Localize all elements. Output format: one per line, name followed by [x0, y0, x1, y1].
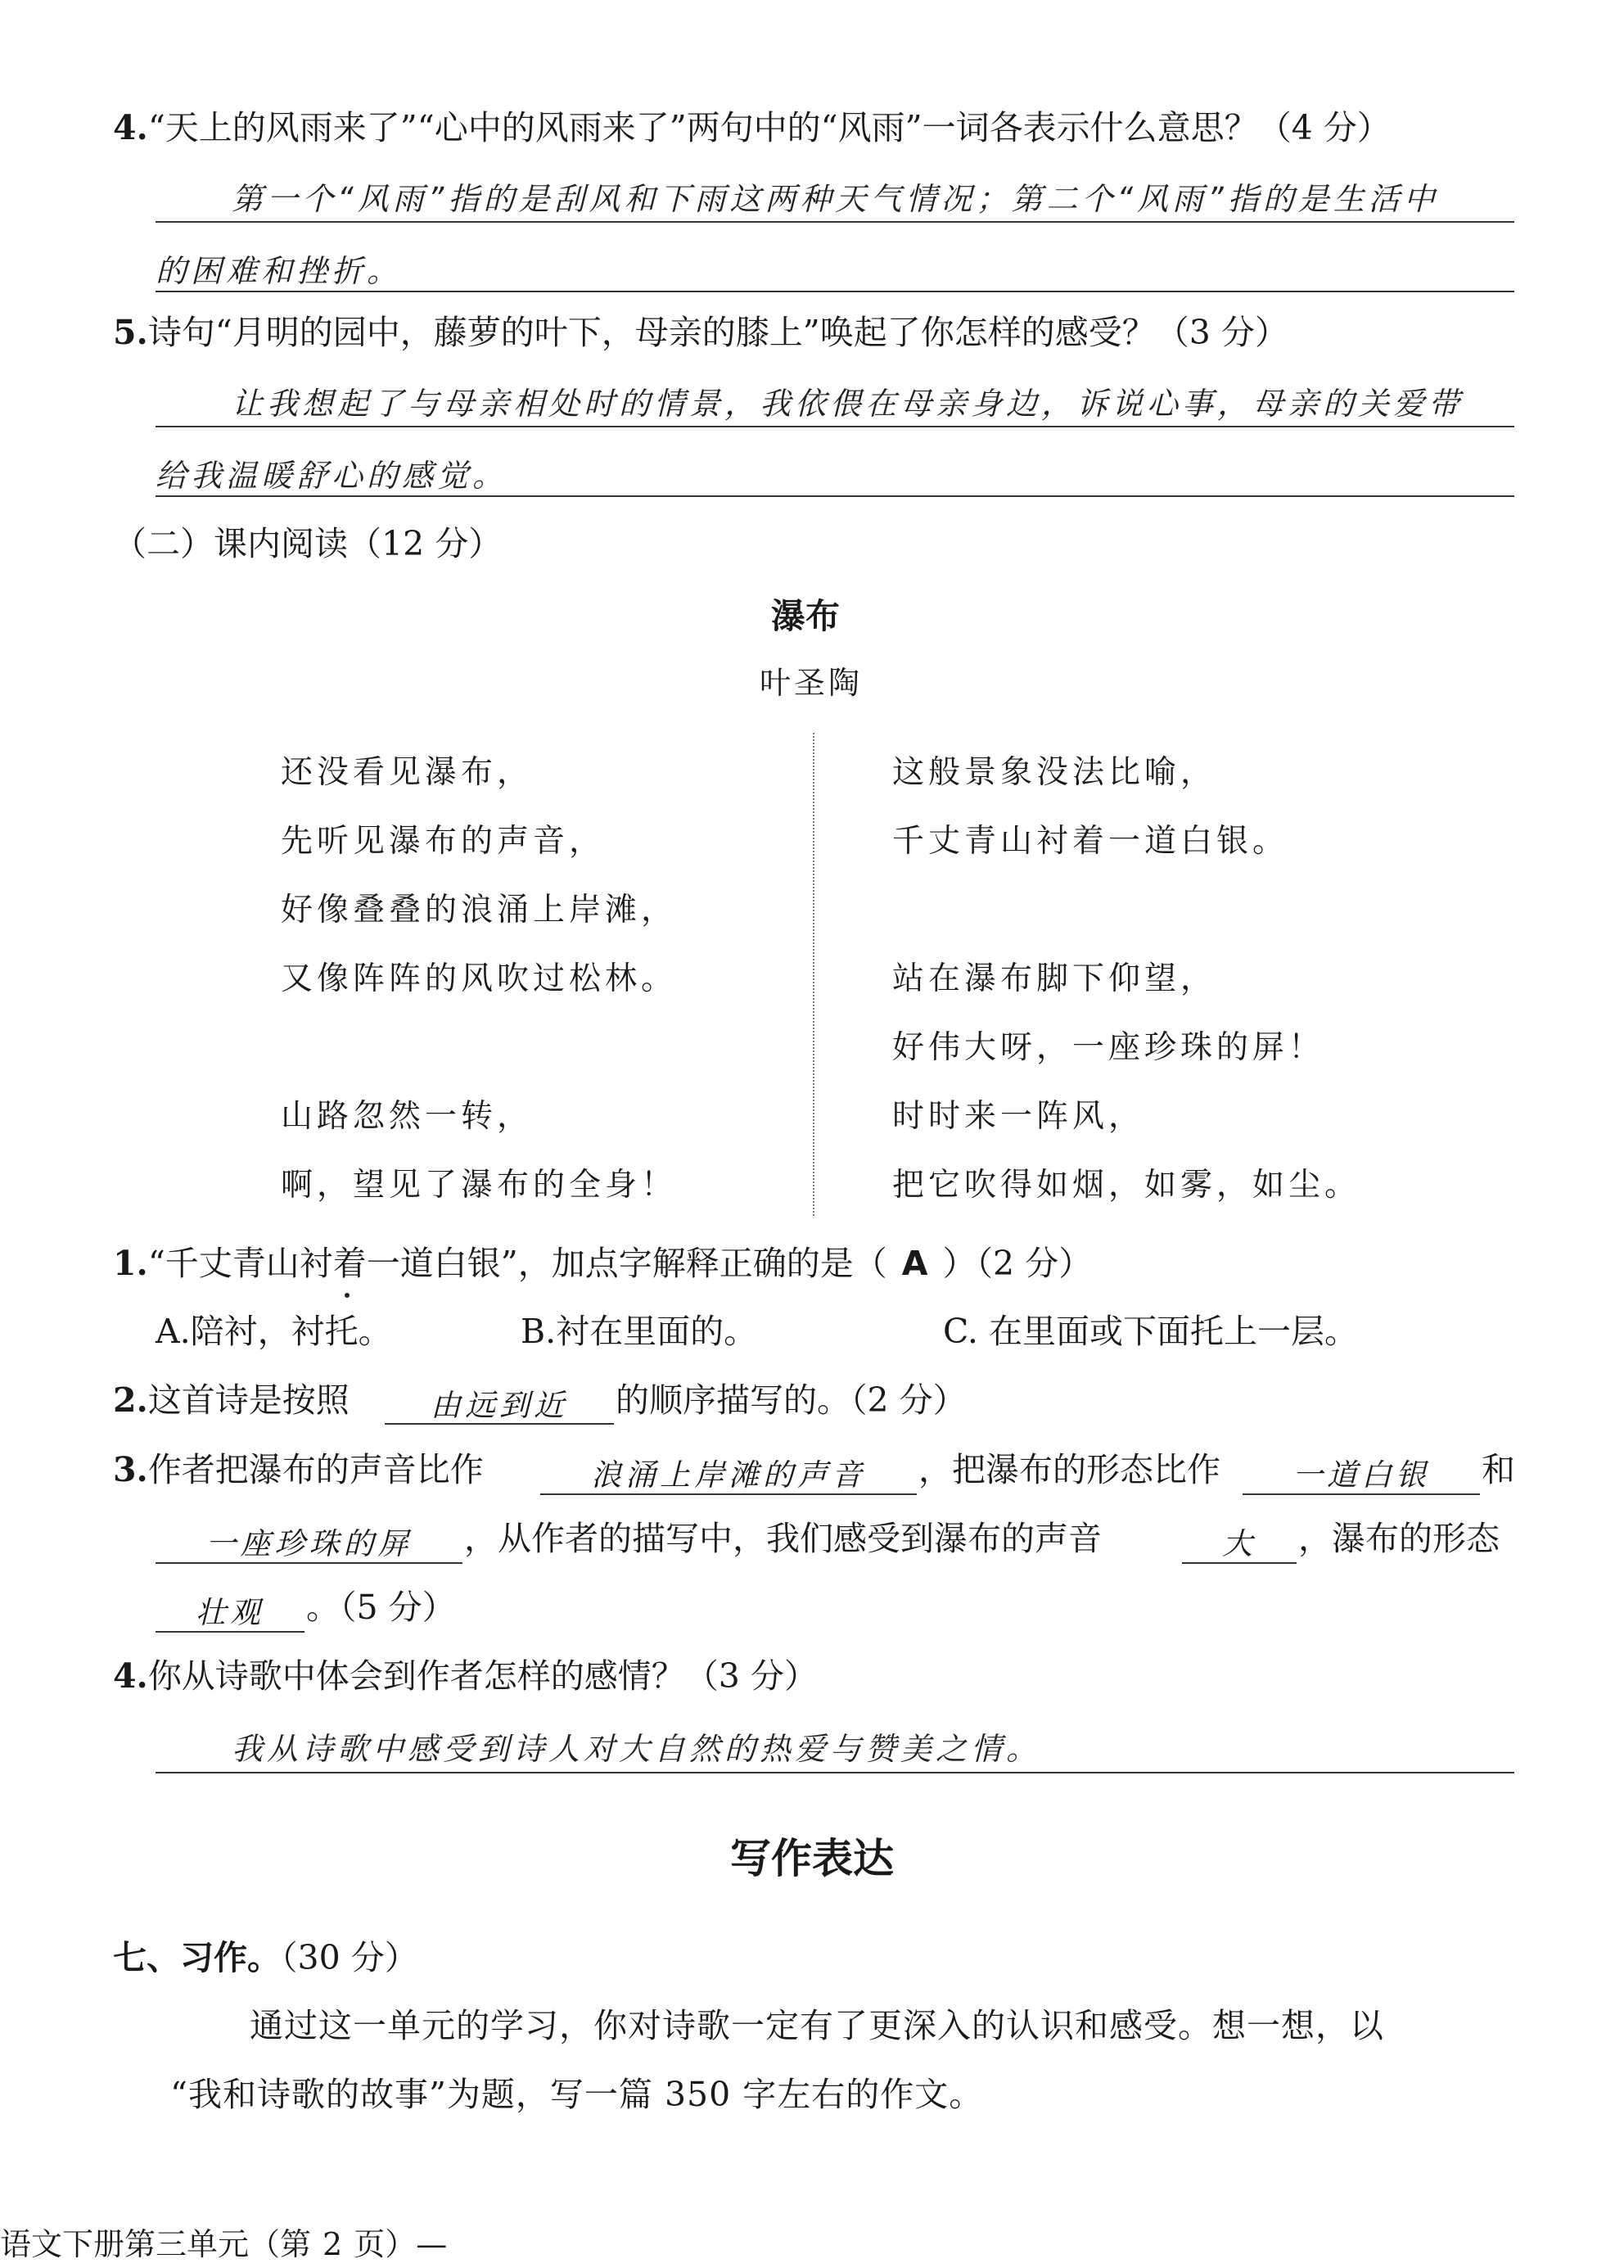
poem-author: 叶圣陶 [760, 665, 864, 701]
answer-line: 第一个“风雨”指的是刮风和下雨这两种天气情况；第二个“风雨”指的是生活中 [232, 181, 1439, 217]
section-title: 写作表达 [730, 1835, 894, 1882]
answer-blank [1243, 1493, 1480, 1495]
poem-line: 这般景象没法比喻， [892, 754, 1217, 791]
poem-line: 山路忽然一转， [281, 1098, 534, 1135]
answer-line: 给我温暖舒心的感觉。 [156, 458, 508, 494]
poem-line: 好伟大呀，一座珍珠的屏！ [892, 1029, 1325, 1066]
fill-answer: 浪涌上岸滩的声音 [591, 1457, 866, 1493]
answer-blank [1182, 1562, 1297, 1564]
answer-line: 我从诗歌中感受到诗人对大自然的热爱与赞美之情。 [232, 1731, 1042, 1767]
task-label: 七、习作。 [113, 1938, 281, 1977]
choice-answer: A [901, 1244, 928, 1283]
poem-line: 还没看见瀑布， [281, 754, 534, 791]
option-c: C. 在里面或下面托上一层。 [943, 1312, 1358, 1351]
writing-prompt: “我和诗歌的故事”为题，写一篇 350 字左右的作文。 [170, 2075, 984, 2114]
poem-line: 又像阵阵的风吹过松林。 [281, 960, 678, 997]
option-a: A.陪衬，衬托。 [156, 1312, 392, 1351]
question-number: 4. [113, 1656, 148, 1696]
page-footer [0, 2219, 447, 2264]
answer-rule [156, 291, 1514, 292]
question-4 [113, 105, 1391, 151]
question-score: ）（2 分） [942, 1244, 1093, 1283]
footer-suffix: 页）— [354, 2226, 448, 2262]
writing-task [113, 1935, 418, 1981]
question-text: 这首诗是按照 [147, 1380, 350, 1420]
poem-line: 好像叠叠的浪涌上岸滩， [281, 892, 678, 928]
fill-answer: 一座珍珠的屏 [205, 1526, 413, 1561]
question-text: 和 [1482, 1450, 1515, 1489]
answer-blank [540, 1493, 917, 1495]
question-score: 。（5 分） [306, 1588, 456, 1627]
poem-divider [813, 733, 814, 1216]
question-text: “千丈青山衬着一道白银”，加点字解释正确的是（ [147, 1244, 887, 1283]
fill-answer: 壮观 [196, 1595, 264, 1630]
question-text: 诗句“月明的园中，藤萝的叶下，母亲的膝上”唤起了你怎样的感受？（3 分） [147, 313, 1288, 352]
question-text: 作者把瀑布的声音比作 [147, 1450, 484, 1489]
fill-answer: 由远到近 [431, 1388, 568, 1423]
question-text: ，从作者的描写中，我们感受到瀑布的声音 [464, 1519, 1102, 1558]
reading-question-3 [113, 1447, 484, 1493]
poem-title: 瀑布 [771, 596, 841, 636]
answer-line: 让我想起了与母亲相处时的情景，我依偎在母亲身边，诉说心事，母亲的关爱带 [232, 386, 1464, 422]
task-score: （30 分） [281, 1938, 418, 1977]
question-number: 3. [113, 1450, 148, 1489]
answer-blank [156, 1631, 304, 1633]
poem-line: 把它吹得如烟，如雾，如尘。 [892, 1167, 1361, 1204]
answer-blank [385, 1423, 614, 1425]
section-heading: （二）课内阅读（12 分） [113, 524, 503, 563]
poem-line: 千丈青山衬着一道白银。 [892, 823, 1289, 860]
question-number: 2. [113, 1380, 148, 1420]
question-number: 1. [113, 1244, 148, 1283]
fill-answer: 大 [1222, 1526, 1256, 1561]
reading-question-4 [113, 1653, 818, 1699]
question-number: 4. [113, 108, 148, 147]
answer-blank [156, 1562, 462, 1564]
poem-line: 时时来一阵风， [892, 1098, 1145, 1135]
question-text: 你从诗歌中体会到作者怎样的感情？（3 分） [147, 1656, 818, 1696]
answer-rule [156, 426, 1514, 427]
question-text: ，瀑布的形态 [1298, 1519, 1500, 1558]
option-b: B.衬在里面的。 [521, 1312, 758, 1351]
emphasis-dot [345, 1293, 350, 1298]
poem-line: 先听见瀑布的声音， [281, 823, 606, 860]
question-text: ，把瀑布的形态比作 [918, 1450, 1220, 1489]
answer-rule [156, 1772, 1514, 1773]
answer-rule [156, 495, 1514, 497]
reading-question-1 [113, 1240, 1092, 1286]
fill-answer: 一道白银 [1292, 1457, 1430, 1493]
poem-line: 啊，望见了瀑布的全身！ [281, 1167, 678, 1204]
question-text: 的顺序描写的。（2 分） [616, 1380, 967, 1420]
poem-line: 站在瀑布脚下仰望， [892, 960, 1217, 997]
question-number: 5. [113, 313, 148, 352]
answer-rule [156, 221, 1514, 223]
footer-text: 语文下册第三单元（第 [0, 2226, 312, 2262]
question-text: “天上的风雨来了”“心中的风雨来了”两句中的“风雨”一词各表示什么意思？（4 分） [147, 108, 1391, 147]
page-number: 2 [323, 2226, 343, 2262]
reading-question-2 [113, 1377, 350, 1423]
writing-prompt: 通过这一单元的学习，你对诗歌一定有了更深入的认识和感受。想一想，以 [250, 2006, 1384, 2045]
answer-line: 的困难和挫折。 [156, 253, 403, 289]
question-5 [113, 309, 1288, 355]
